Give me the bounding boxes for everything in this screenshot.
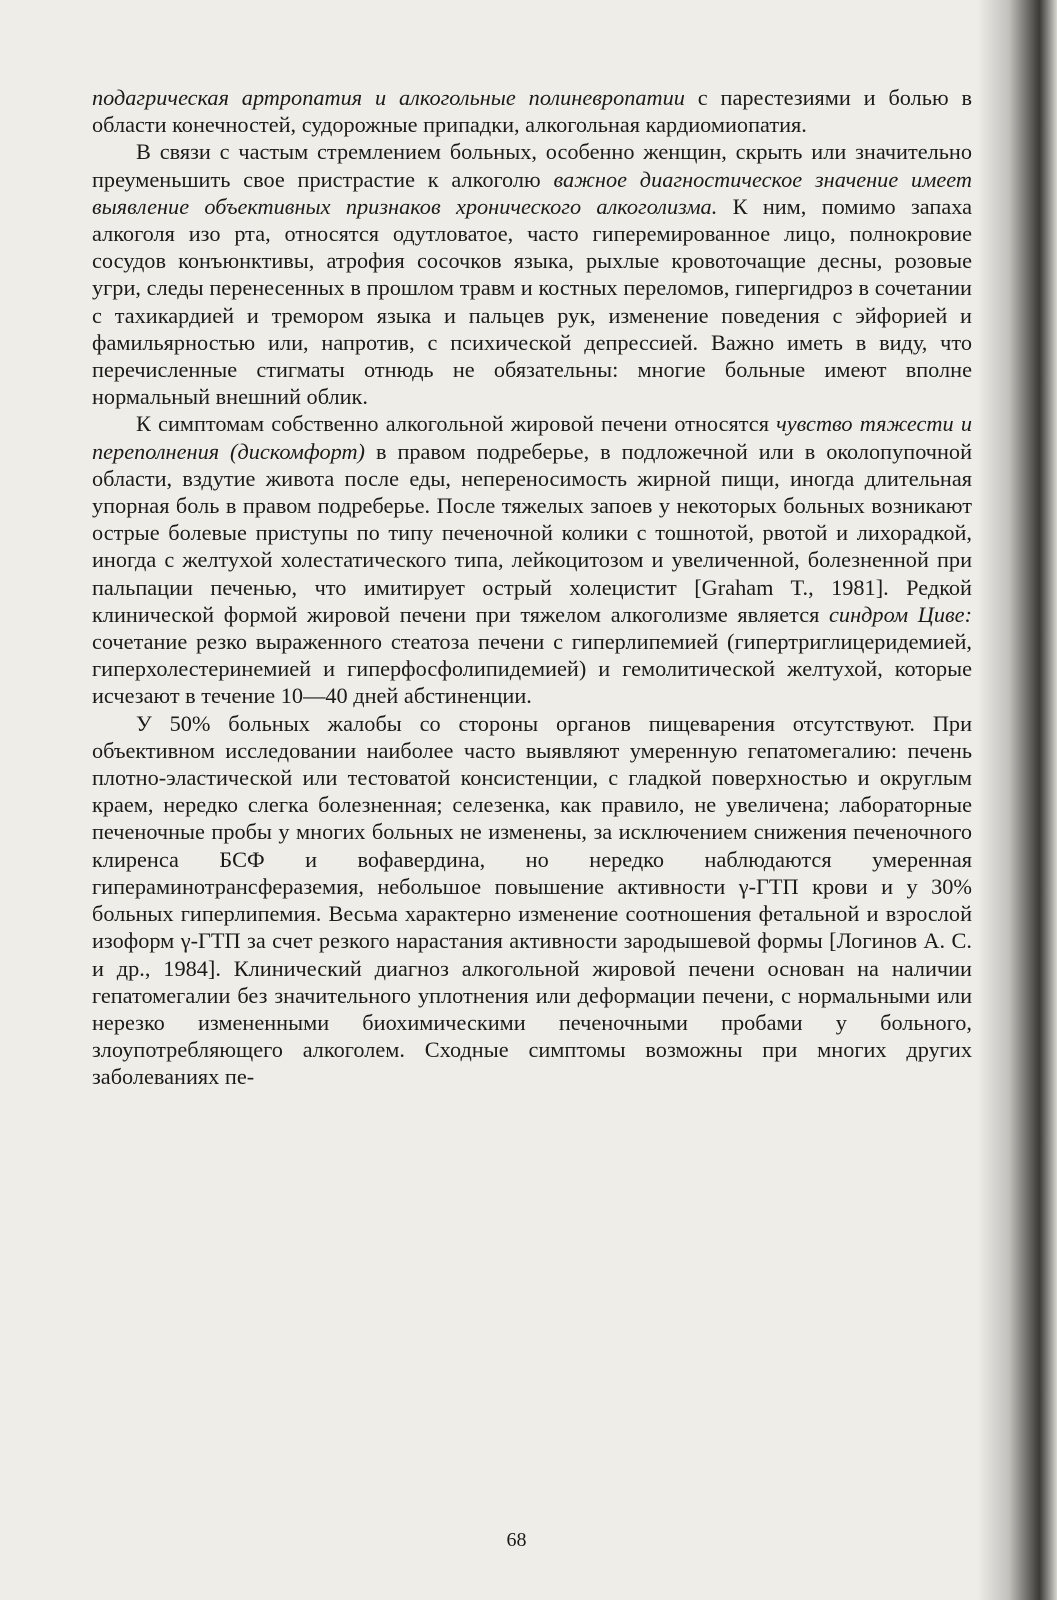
italic-run: важное диагностическое значение имеет выявление объективных признаков хронического алкоголизма. <box>92 166 972 219</box>
italic-run: синдром Циве: <box>829 601 973 627</box>
paragraph-2 <box>92 138 972 410</box>
paragraph-4 <box>92 710 972 1091</box>
body-text <box>92 84 972 1091</box>
paragraph-3 <box>92 410 972 709</box>
italic-run: чувство тяжести и переполнения (дискомфорт) <box>92 411 972 464</box>
text-run: сочетание резко выраженного стеатоза печени с гиперлипемией (гипертриглицеридемией, гиперхолестеринемией и гиперфосфолипидемией) и гемолитической желтухой, которые исчезают в течение 10—40 дней абстиненции. <box>92 629 972 709</box>
text-run: в правом подреберье, в подложечной или в околопупочной области, вздутие живота после еды, непереносимость жирной пищи, иногда длительная упорная боль в правом подреберье. После тяжелых запоев у некоторых больных возникают острые болевые приступы по типу печеночной колики с тошнотой, рвотой и лихорадкой, иногда с желтухой холестатического типа, лейкоцитозом и увеличенной, болезненной при пальпации печенью, что имитирует острый холецистит [Graham T., 1981]. Редкой клинической формой жировой печени при тяжелом алкоголизме является <box>92 438 972 627</box>
text-run: К симптомам собственно алкогольной жировой печени относятся <box>136 411 777 437</box>
text-run: У 50% больных жалобы со стороны органов пищеварения отсутствуют. При объективном исследовании наиболее часто выявляют умеренную гепатомегалию: печень плотно-эластической или тестоватой консистенции, с гладкой поверхностью и округлым краем, нередко слегка болезненная; селезенка, как правило, не увеличена; лабораторные печеночные пробы у многих больных не изменены, за исключением снижения печеночного клиренса БСФ и вофавердина, но нередко наблюдаются умеренная гипераминотрансфераземия, небольшое повышение активности γ-ГТП крови и у 30% больных гиперлипемия. Весьма характерно изменение соотношения фетальной и взрослой изоформ γ-ГТП за счет резкого нарастания активности зародышевой формы [Логинов А. С. и др., 1984]. Клинический диагноз алкогольной жировой печени основан на наличии гепатомегалии без значительного уплотнения или деформации печени, с нормальными или нерезко измененными биохимическими печеночными пробами у больного, злоупотребляющего алкоголем. Сходные симптомы возможны при многих других заболеваниях пе- <box>92 710 972 1090</box>
book-spine-shadow <box>977 0 1057 1600</box>
text-run: В связи с частым стремлением больных, особенно женщин, скрыть или значительно преуменьшить свое пристрастие к алкоголю <box>92 139 972 192</box>
page-number: 68 <box>506 1529 527 1551</box>
paragraph-1 <box>92 84 972 138</box>
italic-run: подагрическая артропатия и алкогольные полиневропатии <box>92 85 685 110</box>
text-run: К ним, помимо запаха алкоголя изо рта, относятся одутловатое, часто гиперемированное лицо, полнокровие сосудов конъюнктивы, атрофия сосочков языка, рыхлые кровоточащие десны, розовые угри, следы перенесенных в прошлом травм и костных переломов, гипергидроз в сочетании с тахикардией и тремором языка и пальцев рук, изменение поведения с эйфорией и фамильярностью или, напротив, с психической депрессией. Важно иметь в виду, что перечисленные стигматы отнюдь не обязательны: многие больные имеют вполне нормальный внешний облик. <box>92 193 972 410</box>
text-run: с парестезиями и болью в области конечностей, судорожные припадки, алкогольная кардиомиопатия. <box>92 85 973 138</box>
